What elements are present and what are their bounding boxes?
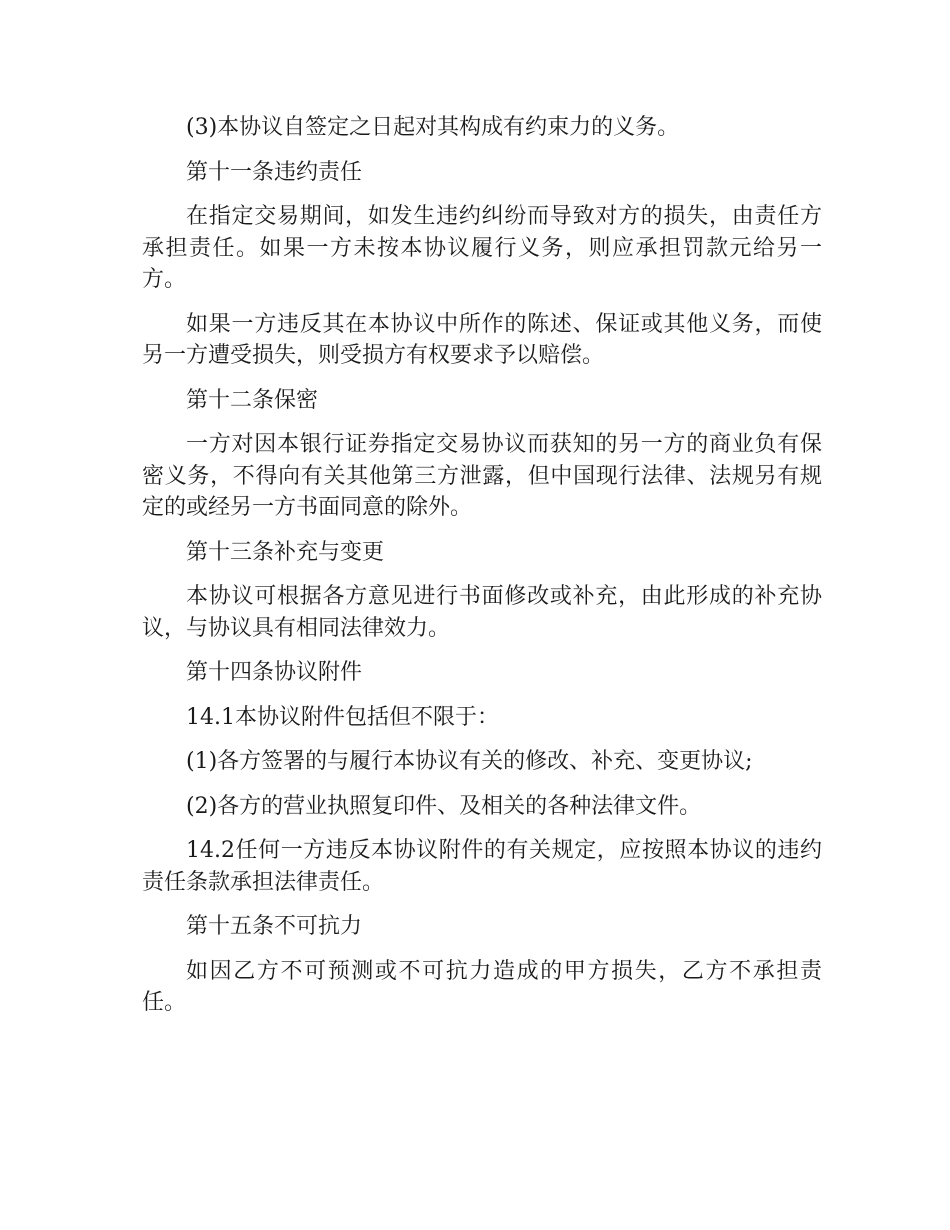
article-11-paragraph-2: 如果一方违反其在本协议中所作的陈述、保证或其他义务，而使另一方遭受损失，则受损方有权要求予以赔偿。 <box>142 311 822 368</box>
article-13-heading: 第十三条补充与变更 <box>186 539 385 565</box>
article-15-heading: 第十五条不可抗力 <box>186 914 363 939</box>
article-14-heading: 第十四条协议附件 <box>186 660 363 685</box>
article-14-1-item-1: (1)各方签署的与履行本协议有关的修改、补充、变更协议; <box>186 749 753 774</box>
article-12-heading: 第十二条保密 <box>186 387 319 413</box>
article-15-paragraph: 如因乙方不可预测或不可抗力造成的甲方损失，乙方不承担责任。 <box>142 958 822 1015</box>
article-14-1: 14.1本协议附件包括但不限于： <box>186 704 499 730</box>
article-14-2: 14.2任何一方违反本协议附件的有关规定，应按照本协议的违约责任条款承担法律责任。 <box>142 838 822 895</box>
article-14-1-item-2: (2)各方的营业执照复印件、及相关的各种法律文件。 <box>186 793 702 819</box>
article-13-paragraph: 本协议可根据各方意见进行书面修改或补充，由此形成的补充协议，与协议具有相同法律效力。 <box>142 584 822 641</box>
article-11-paragraph-1: 在指定交易期间，如发生违约纠纷而导致对方的损失，由责任方承担责任。如果一方未按本协议履行义务，则应承担罚款元给另一方。 <box>142 204 822 292</box>
article-11-heading: 第十一条违约责任 <box>186 159 363 185</box>
document-body <box>142 112 822 1032</box>
clause-3-binding: (3)本协议自签定之日起对其构成有约束力的义务。 <box>186 115 680 140</box>
article-12-paragraph: 一方对因本银行证券指定交易协议而获知的另一方的商业负有保密义务，不得向有关其他第三方泄露，但中国现行法律、法规另有规定的或经另一方书面同意的除外。 <box>142 432 822 520</box>
